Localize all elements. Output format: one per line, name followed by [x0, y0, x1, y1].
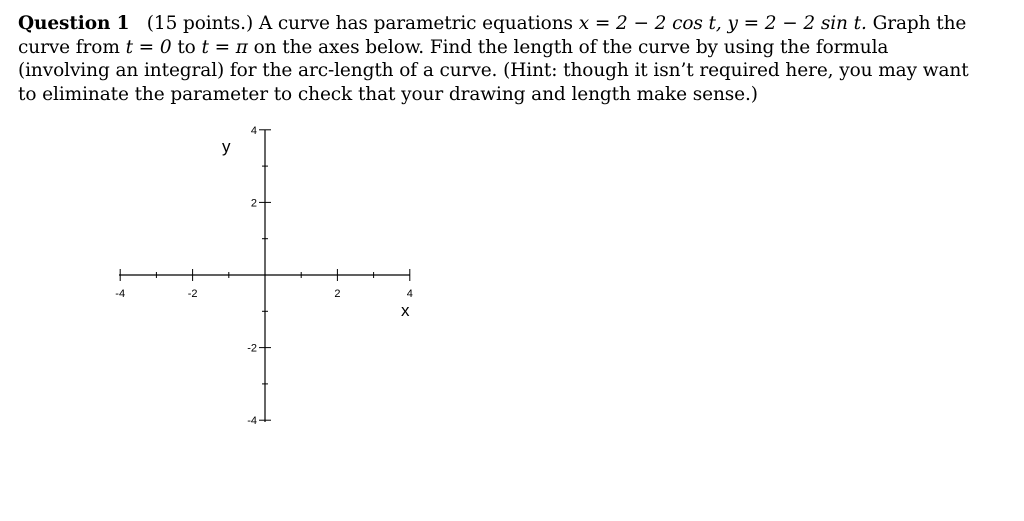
t-start: t = 0 [125, 36, 172, 58]
t-end: t = π [201, 36, 248, 58]
question-points: (15 points.) [146, 13, 254, 34]
question-heading: Question 1 [18, 13, 130, 34]
graph-instruction: Graph the curve from [18, 13, 967, 58]
to-word: to [177, 36, 196, 58]
x-axis-label: x [401, 301, 410, 320]
x-tick-label: -4 [115, 288, 126, 300]
y-tick-label: 2 [250, 197, 257, 210]
equation-y: y = 2 − 2 sin t. [727, 13, 867, 34]
y-axis-label: y [222, 137, 231, 156]
question-intro: A curve has parametric equations [258, 13, 573, 34]
equation-x: x = 2 − 2 cos t, [578, 13, 722, 34]
y-tick-label: -2 [247, 342, 257, 355]
y-tick-label: -4 [247, 415, 257, 428]
x-tick-label: 2 [334, 288, 341, 300]
x-tick-label: 4 [406, 288, 413, 300]
y-tick-label: 4 [250, 124, 257, 137]
axis-tick-labels [115, 125, 413, 427]
x-tick-label: -2 [187, 288, 198, 300]
question-body: on the axes below. Find the length of the curve by using the formula (involving an integral) for the arc-length of a curve. (Hint: though it isn’t required here, you may want to eliminate the parameter to check that your drawing and length make sense.) [18, 36, 969, 105]
